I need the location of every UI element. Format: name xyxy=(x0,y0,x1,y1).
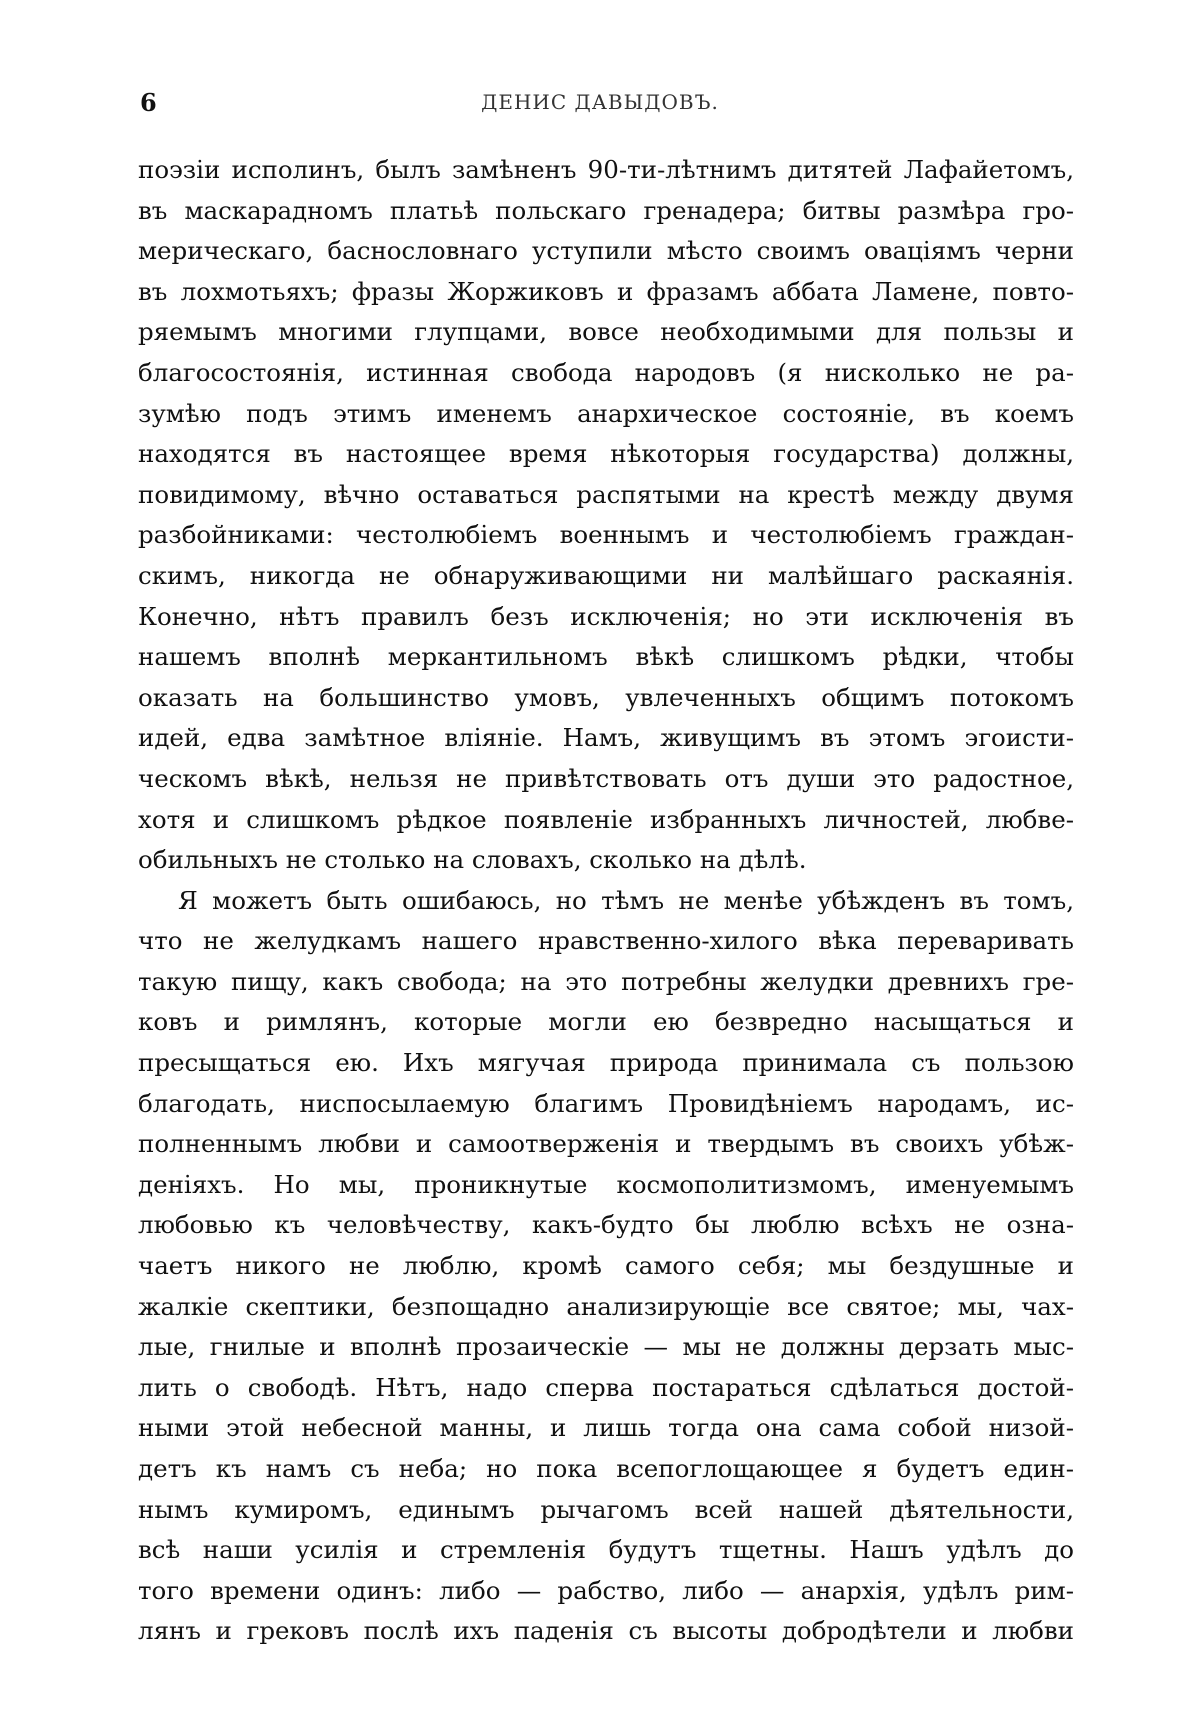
text-line: благодать, ниспосылаемую благимъ Провидѣніемъ народамъ, ис- xyxy=(138,1088,1074,1118)
text-line: ряемымъ многими глупцами, вовсе необходимыми для пользы и xyxy=(138,317,1074,347)
text-line: чаетъ никого не люблю, кромѣ самого себя; мы бездушные и xyxy=(138,1251,1074,1281)
text-line: разбойниками: честолюбіемъ военнымъ и честолюбіемъ граждан- xyxy=(138,520,1074,550)
text-line: ческомъ вѣкѣ, нельзя не привѣтствовать отъ души это радостное, xyxy=(138,763,1074,793)
text-line: зумѣю подъ этимъ именемъ анархическое состояніе, въ коемъ xyxy=(138,398,1074,428)
text-line: того времени одинъ: либо — рабство, либо — анархія, удѣлъ рим- xyxy=(138,1575,1074,1605)
page-number: 6 xyxy=(140,88,157,117)
text-line: лить о свободѣ. Нѣтъ, надо сперва постараться сдѣлаться достой- xyxy=(138,1372,1074,1402)
text-line: Я можетъ быть ошибаюсь, но тѣмъ не менѣе убѣжденъ въ томъ, xyxy=(178,885,1074,915)
text-line: скимъ, никогда не обнаруживающими ни малѣйшаго раскаянія. xyxy=(138,560,1074,590)
text-line: лые, гнилые и вполнѣ прозаическіе — мы не должны дерзать мыс- xyxy=(138,1332,1074,1362)
body-text xyxy=(138,150,1074,1652)
text-line: идей, едва замѣтное вліяніе. Намъ, живущимъ въ этомъ эгоисти- xyxy=(138,723,1074,753)
text-line: въ маскарадномъ платьѣ польскаго гренадера; битвы размѣра гро- xyxy=(138,195,1074,225)
text-line: ковъ и римлянъ, которые могли ею безвредно насыщаться и xyxy=(138,1007,1074,1037)
text-line: пресыщаться ею. Ихъ мягучая природа принимала съ пользою xyxy=(138,1048,1074,1078)
text-line: поэзіи исполинъ, былъ замѣненъ 90-ти-лѣтнимъ дитятей Лафайетомъ, xyxy=(138,155,1074,184)
text-line: деніяхъ. Но мы, проникнутые космополитизмомъ, именуемымъ xyxy=(138,1169,1074,1199)
text-line: въ лохмотьяхъ; фразы Жоржиковъ и фразамъ аббата Ламене, повто- xyxy=(138,276,1074,306)
text-line: лянъ и грековъ послѣ ихъ паденія съ высоты добродѣтели и любви xyxy=(138,1616,1074,1646)
page-header xyxy=(140,88,1060,118)
text-line: всѣ наши усилія и стремленія будутъ тщетны. Нашъ удѣлъ до xyxy=(138,1535,1074,1565)
text-line: любовью къ человѣчеству, какъ-будто бы люблю всѣхъ не озна- xyxy=(138,1210,1074,1240)
text-line: оказать на большинство умовъ, увлеченныхъ общимъ потокомъ xyxy=(138,682,1074,712)
text-line: полненнымъ любви и самоотверженія и твердымъ въ своихъ убѣж- xyxy=(138,1129,1074,1159)
text-line: детъ къ намъ съ неба; но пока всепоглощающее я будетъ един- xyxy=(138,1454,1074,1483)
running-title: ДЕНИС ДАВЫДОВЪ. xyxy=(481,90,719,114)
text-line: ными этой небесной манны, и лишь тогда она сама собой низой- xyxy=(138,1413,1074,1443)
text-line: что не желудкамъ нашего нравственно-хилого вѣка переваривать xyxy=(138,926,1074,956)
text-line: повидимому, вѣчно оставаться распятыми на крестѣ между двумя xyxy=(138,479,1074,509)
text-line: Конечно, нѣтъ правилъ безъ исключенія; но эти исключенія въ xyxy=(138,601,1074,631)
text-line: нашемъ вполнѣ меркантильномъ вѣкѣ слишкомъ рѣдки, чтобы xyxy=(138,642,1074,672)
text-line: такую пищу, какъ свобода; на это потребны желудки древнихъ гре- xyxy=(138,966,1074,996)
text-line: благосостоянія, истинная свобода народовъ (я нисколько не ра- xyxy=(138,357,1074,387)
text-line: жалкіе скептики, безпощадно анализирующіе все святое; мы, чах- xyxy=(138,1291,1074,1321)
text-line: хотя и слишкомъ рѣдкое появленіе избранныхъ личностей, любве- xyxy=(138,804,1074,834)
text-line: находятся въ настоящее время нѣкоторыя государства) должны, xyxy=(138,439,1074,469)
text-line: мерическаго, баснословнаго уступили мѣсто своимъ оваціямъ черни xyxy=(138,236,1074,266)
text-line: обильныхъ не столько на словахъ, сколько на дѣлѣ. xyxy=(138,845,807,875)
text-line: нымъ кумиромъ, единымъ рычагомъ всей нашей дѣятельности, xyxy=(138,1494,1074,1524)
